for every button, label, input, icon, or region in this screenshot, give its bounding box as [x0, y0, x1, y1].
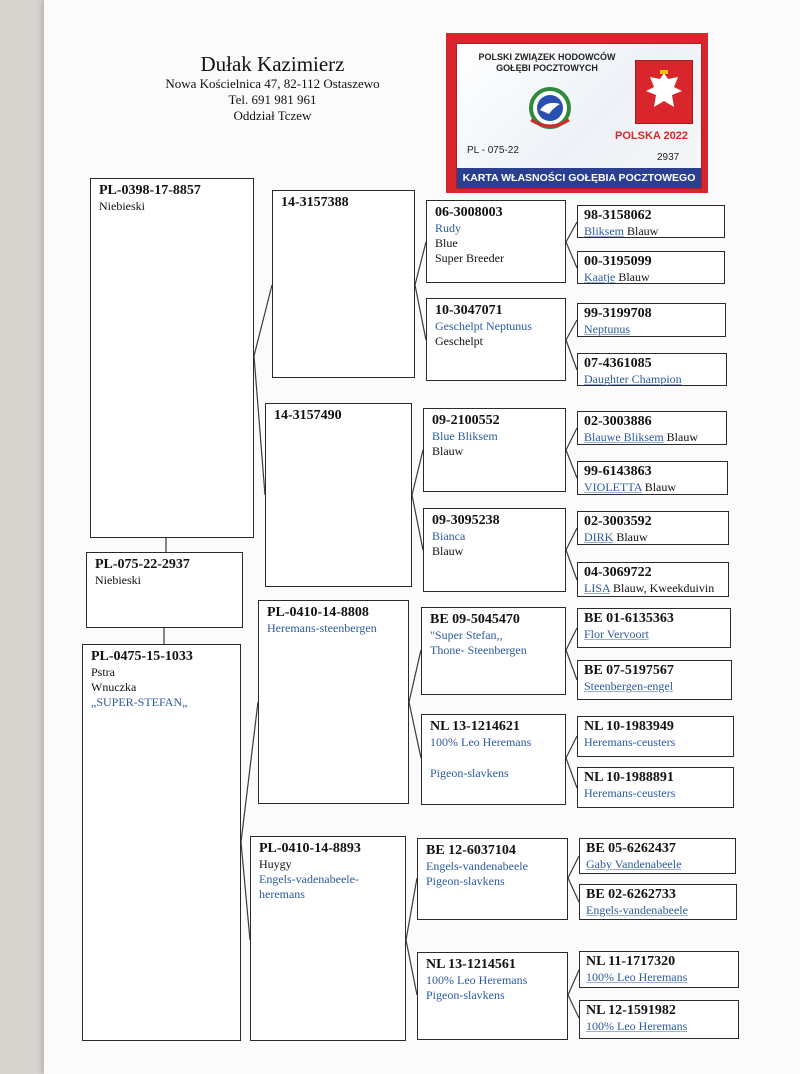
- pigeon-line: Heremans-ceusters: [584, 786, 676, 800]
- pigeon-name: Blauwe Bliksem: [584, 430, 664, 444]
- color: Blauw: [618, 270, 650, 284]
- pigeon-line: Gaby Vandenabeele: [586, 857, 682, 871]
- pigeon-line: Engels-vadenabeele-: [259, 872, 359, 886]
- ring-number: NL 11-1717320: [586, 954, 676, 969]
- ancestor-box: [579, 1000, 739, 1039]
- ring-number: 02-3003886: [584, 414, 652, 429]
- ring-number: 99-6143863: [584, 464, 652, 479]
- pigeon-line: Flor Vervoort: [584, 627, 649, 641]
- ring-number: BE 07-5197567: [584, 663, 674, 678]
- ring-number: 07-4361085: [584, 356, 652, 371]
- owner-phone: Tel. 691 981 961: [228, 92, 317, 107]
- ring-number: BE 12-6037104: [426, 843, 516, 858]
- pigeon-line: Pigeon-slavkens: [426, 874, 505, 888]
- color: Blauw, Kweekduivin: [613, 581, 715, 595]
- great-grandparent-box: [417, 838, 568, 920]
- owner-info: [130, 52, 415, 124]
- pigeon-line: 100% Leo Heremans: [426, 973, 528, 987]
- ring-number: NL 10-1988891: [584, 770, 674, 785]
- card-organization: [467, 52, 627, 74]
- ring-number: PL-0410-14-8893: [259, 841, 361, 856]
- pigeon-name: Daughter Champion: [584, 372, 682, 386]
- pzhgp-logo-icon: [525, 86, 575, 130]
- grandparent-box: [265, 403, 412, 587]
- subject-box: [86, 552, 243, 628]
- ancestor-box: [579, 884, 737, 920]
- ring-number: 98-3158062: [584, 208, 652, 223]
- ancestor-box: [577, 205, 725, 238]
- ancestor-box: [577, 608, 731, 648]
- ancestor-box: [579, 838, 736, 874]
- card-polska-year: POLSKA 2022: [615, 130, 688, 142]
- pigeon-line: Pigeon-slavkens: [430, 766, 509, 780]
- pigeon-line: heremans: [259, 887, 305, 901]
- ring-number: 02-3003592: [584, 514, 652, 529]
- great-grandparent-box: [423, 408, 566, 492]
- ring-number: NL 12-1591982: [586, 1003, 676, 1018]
- dam-box: [82, 644, 241, 1041]
- ownership-card: [446, 33, 708, 193]
- grandparent-box: [272, 190, 415, 378]
- ring-number: 04-3069722: [584, 565, 652, 580]
- owner-branch: Oddział Tczew: [233, 108, 312, 123]
- ring-number: BE 09-5045470: [430, 612, 520, 627]
- ring-number: 09-2100552: [432, 413, 500, 428]
- pigeon-name: Geschelpt Neptunus: [435, 319, 532, 333]
- note: Super Breeder: [435, 251, 504, 265]
- ring-number: BE 05-6262437: [586, 841, 676, 856]
- color: Blauw: [644, 480, 677, 494]
- great-grandparent-box: [426, 298, 566, 381]
- color: Blue: [435, 236, 458, 250]
- pigeon-line: 100% Leo Heremans: [430, 735, 532, 749]
- pigeon-name: Bliksem: [584, 224, 625, 238]
- ring-number: 14-3157388: [281, 195, 349, 210]
- card-title: KARTA WŁASNOŚCI GOŁĘBIA POCZTOWEGO: [457, 168, 701, 188]
- great-grandparent-box: [423, 508, 566, 592]
- color: Blauw: [432, 544, 464, 558]
- ancestor-box: [577, 562, 729, 597]
- ring-number: PL-0410-14-8808: [267, 605, 369, 620]
- ring-number: BE 01-6135363: [584, 611, 674, 626]
- ancestor-box: [577, 251, 725, 284]
- color: Blauw: [432, 444, 464, 458]
- ring-number: PL-0475-15-1033: [91, 649, 193, 664]
- card-org-line2: GOŁĘBI POCZTOWYCH: [496, 63, 598, 73]
- card-org-line1: POLSKI ZWIĄZEK HODOWCÓW: [478, 52, 616, 62]
- pigeon-name: Blue Bliksem: [432, 429, 498, 443]
- color: Blauw: [666, 430, 699, 444]
- color: Pstra: [91, 665, 115, 679]
- ring-number: NL 13-1214621: [430, 719, 520, 734]
- pigeon-line: Steenbergen-engel: [584, 679, 674, 693]
- card-ring-number: 2937: [657, 152, 680, 163]
- pigeon-line: Heremans-steenbergen: [267, 621, 377, 635]
- color: Blauw: [616, 530, 648, 544]
- pigeon-line: Thone- Steenbergen: [430, 643, 527, 657]
- ring-number: 09-3095238: [432, 513, 500, 528]
- pigeon-line: 100% Leo Heremans: [586, 1019, 688, 1033]
- grandparent-box: [250, 836, 406, 1041]
- pigeon-line: Engels-vandenabeele: [586, 903, 688, 917]
- ancestor-box: [577, 660, 732, 700]
- pigeon-name: "Super Stefan,,: [430, 628, 503, 642]
- ancestor-box: [577, 353, 727, 386]
- famous-ancestor: „SUPER-STEFAN„: [91, 695, 188, 709]
- relation-note: Wnuczka: [91, 680, 137, 694]
- pigeon-name: Kaatje: [584, 270, 616, 284]
- ring-number: 10-3047071: [435, 303, 503, 318]
- pigeon-name: LISA: [584, 581, 611, 595]
- polish-eagle-icon: [635, 60, 693, 124]
- great-grandparent-box: [421, 607, 566, 695]
- ring-number: NL 10-1983949: [584, 719, 674, 734]
- ring-number: 99-3199708: [584, 306, 652, 321]
- pigeon-name: Rudy: [435, 221, 462, 235]
- ring-number: NL 13-1214561: [426, 957, 516, 972]
- great-grandparent-box: [426, 200, 566, 283]
- great-grandparent-box: [417, 952, 568, 1040]
- pigeon-name: Neptunus: [584, 322, 630, 336]
- ring-number: BE 02-6262733: [586, 887, 676, 902]
- great-grandparent-box: [421, 714, 566, 805]
- ancestor-box: [577, 716, 734, 757]
- ring-number: 06-3008003: [435, 205, 503, 220]
- color: Niebieski: [95, 573, 141, 587]
- ring-number: 14-3157490: [274, 408, 342, 423]
- card-ring-prefix: PL - 075-22: [467, 145, 519, 156]
- ring-number: PL-075-22-2937: [95, 557, 190, 572]
- owner-address: Nowa Kościelnica 47, 82-112 Ostaszewo: [165, 76, 380, 91]
- color: Geschelpt: [435, 334, 483, 348]
- ancestor-box: [577, 303, 726, 337]
- ancestor-box: [577, 511, 729, 545]
- ring-number: 00-3195099: [584, 254, 652, 269]
- pigeon-name: Bianca: [432, 529, 466, 543]
- ancestor-box: [579, 951, 739, 988]
- ancestor-box: [577, 461, 728, 495]
- ancestor-box: [577, 767, 734, 808]
- color: Blauw: [627, 224, 659, 238]
- color: Huygy: [259, 857, 292, 871]
- grandparent-box: [258, 600, 409, 804]
- pigeon-name: DIRK: [584, 530, 614, 544]
- pigeon-name: VIOLETTA: [584, 480, 642, 494]
- color: Niebieski: [99, 199, 145, 213]
- pigeon-line: Heremans-ceusters: [584, 735, 676, 749]
- owner-name: Dułak Kazimierz: [200, 52, 345, 76]
- sire-box: [90, 178, 254, 538]
- pigeon-line: Engels-vandenabeele: [426, 859, 528, 873]
- ancestor-box: [577, 411, 727, 445]
- ring-number: PL-0398-17-8857: [99, 183, 201, 198]
- pigeon-line: Pigeon-slavkens: [426, 988, 505, 1002]
- pigeon-line: 100% Leo Heremans: [586, 970, 688, 984]
